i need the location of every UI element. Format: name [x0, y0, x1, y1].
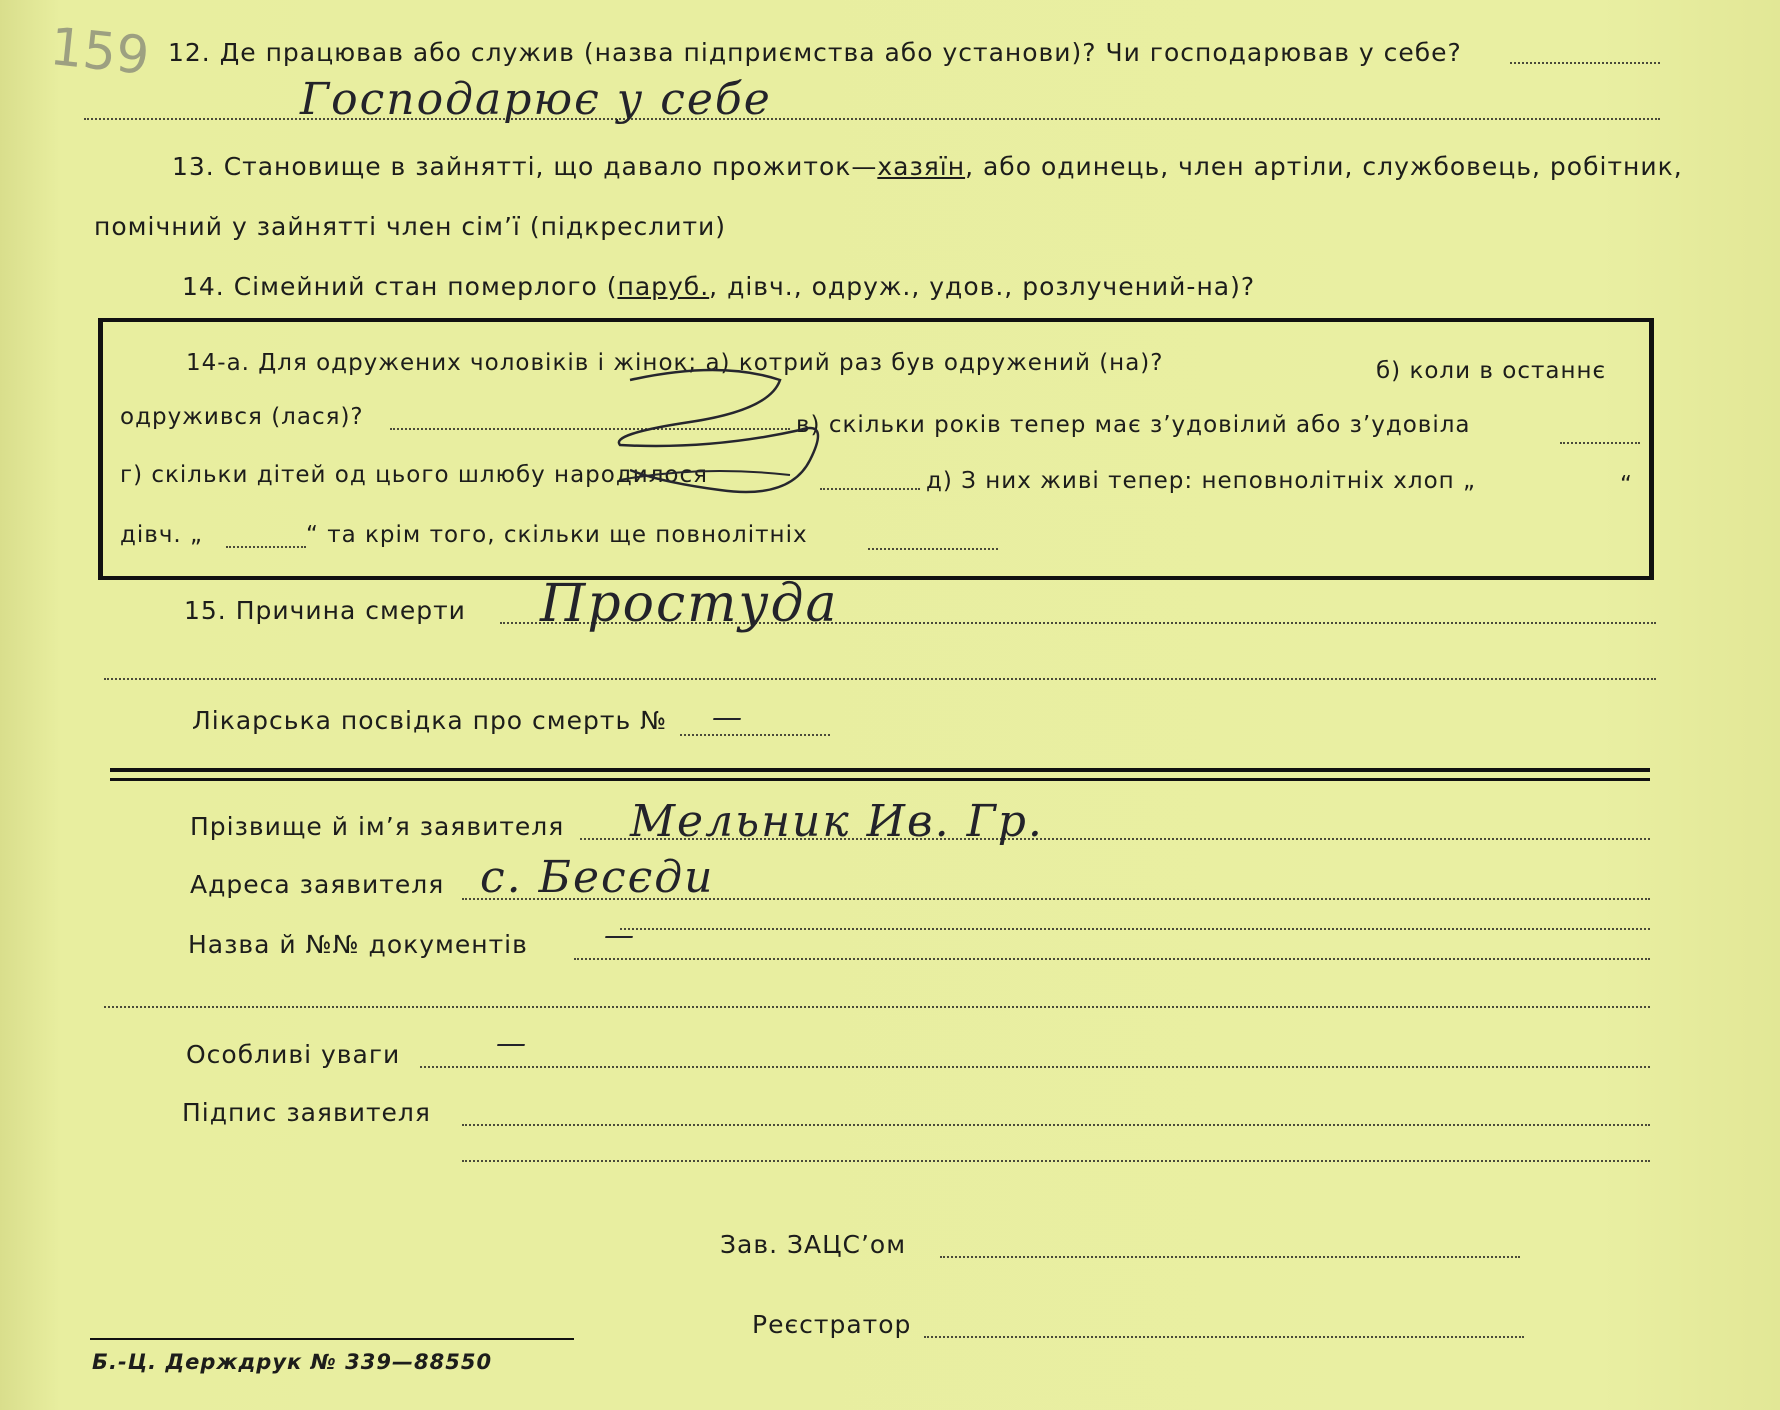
q14a-line1-a: 14-а. Для одружених чоловіків і жінок; а) котрий раз був одружений (на)? — [186, 350, 1164, 376]
applicant-address-line-2 — [620, 928, 1650, 930]
q14a-line4-dots — [226, 546, 306, 548]
q14a-line2-end-dots — [1560, 442, 1640, 444]
medical-dotted-line — [680, 734, 830, 736]
q14a-line1-b: б) коли в останнє — [1376, 358, 1607, 384]
section-divider-top — [110, 768, 1650, 772]
printer-rule — [90, 1338, 574, 1340]
q13-line1 — [172, 152, 1683, 181]
registrar-label: Реєстратор — [752, 1310, 912, 1339]
notes-answer: — — [496, 1026, 528, 1061]
q14a-line2-a: одружився (лася)? — [120, 404, 364, 430]
medical-answer: — — [712, 700, 744, 735]
q14a-line4-b: “ та крім того, скільки ще повнолітніх — [306, 522, 808, 548]
q14a-line2-b: в) скільки років тепер має з’удовілий або з’удовіла — [796, 412, 1471, 438]
section-divider-bottom — [110, 778, 1650, 781]
applicant-name-label: Прізвище й ім’я заявителя — [190, 812, 565, 841]
notes-label: Особливі уваги — [186, 1040, 401, 1069]
q15-label: 15. Причина смерти — [184, 596, 466, 625]
documents-answer: — — [604, 918, 636, 953]
printer-imprint: Б.-Ц. Держдрук № 339—88550 — [92, 1350, 493, 1374]
q14a-line3-a: г) скільки дітей од цього шлюбу народилося — [120, 462, 708, 488]
pen-scribble — [570, 350, 870, 510]
q15-answer-line-2 — [104, 678, 1656, 680]
q14a-line3-c: “ — [1620, 472, 1633, 498]
q14-suffix: , дівч., одруж., удов., розлучений-на)? — [709, 272, 1256, 301]
head-signature-line — [940, 1256, 1520, 1258]
applicant-address-answer: с. Бесєди — [480, 852, 715, 903]
documents-line-2 — [104, 1006, 1650, 1008]
pencil-mark: 159 — [47, 16, 153, 88]
q14a-line4-a: дівч. „ — [120, 522, 203, 548]
documents-line — [574, 958, 1650, 960]
q13-line2: помічний у зайнятті член сім’ї (підкреслити) — [94, 212, 727, 241]
q13-prefix: 13. Становище в зайнятті, що давало прожиток— — [172, 152, 878, 181]
notes-line — [420, 1066, 1650, 1068]
q14a-line3-b: д) З них живі тепер: неповнолітніх хлоп „ — [926, 468, 1476, 494]
signature-line-2 — [462, 1160, 1650, 1162]
q14a-line4-end-dots — [868, 548, 998, 550]
applicant-address-label: Адреса заявителя — [190, 870, 445, 899]
q12-label: 12. Де працював або служив (назва підприємства або установи)? Чи господарював у себе? — [168, 38, 1462, 67]
q14-prefix: 14. Сімейний стан померлого ( — [182, 272, 618, 301]
q12-answer: Господарює у себе — [300, 74, 772, 125]
signature-line — [462, 1124, 1650, 1126]
q13-suffix: , або одинець, член артіли, службовець, робітник, — [965, 152, 1683, 181]
medical-label: Лікарська посвідка про смерть № — [192, 706, 668, 735]
documents-label: Назва й №№ документів — [188, 930, 528, 959]
q12-dotted-line — [1510, 62, 1660, 64]
signature-label: Підпис заявителя — [182, 1098, 431, 1127]
applicant-name-answer: Мельник Ив. Гр. — [630, 796, 1044, 847]
registrar-signature-line — [924, 1336, 1524, 1338]
q15-answer: Простуда — [540, 574, 839, 634]
q14-underlined-option: паруб. — [617, 272, 710, 301]
head-label: Зав. ЗАЦС’ом — [720, 1230, 907, 1259]
q14-line — [182, 272, 1255, 301]
q13-underlined-option: хазяїн — [877, 152, 966, 181]
